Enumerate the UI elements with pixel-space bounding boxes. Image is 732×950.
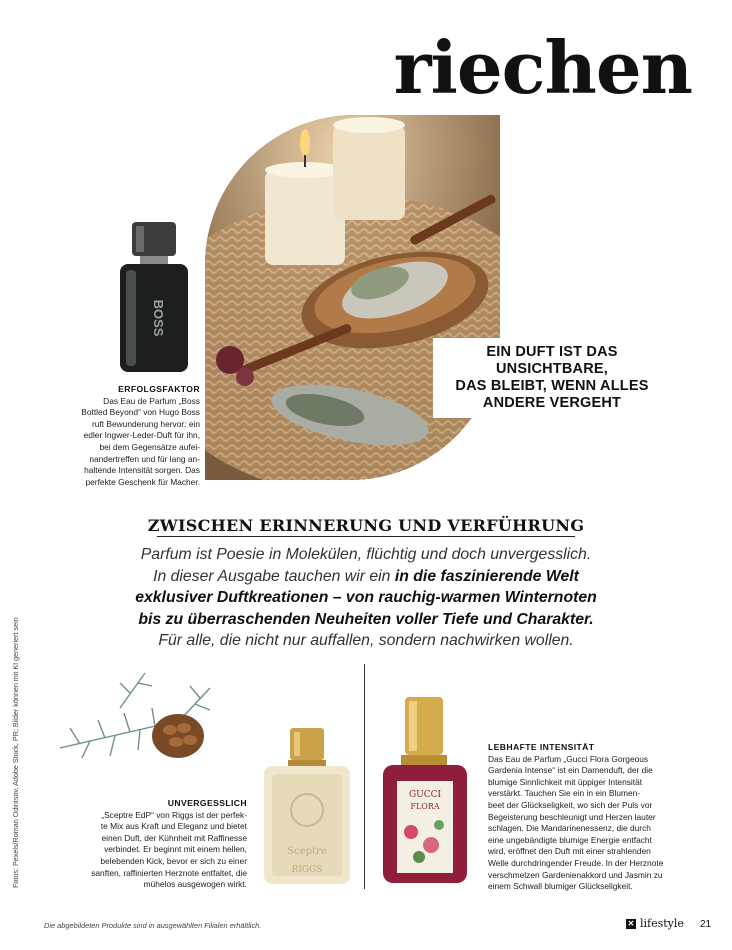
- intro-highlight: exklusiver Duftkreationen – von rauchig-warmen Winternoten: [135, 589, 597, 607]
- pull-quote-line: UNSICHTBARE,: [496, 361, 608, 377]
- boss-bottle-label: BOSS: [151, 299, 166, 337]
- intro-highlight: in die faszinierende Welt: [394, 567, 579, 585]
- caption-title: ERFOLGSFAKTOR: [118, 384, 200, 394]
- caption-line: belebenden Kick, bevor er sich zu einer: [100, 855, 247, 866]
- caption-line: verschmelzen Gardenienakkord und Jasmin zu: [488, 869, 663, 880]
- caption-title: LEBHAFTE INTENSITÄT: [488, 742, 595, 752]
- pine-branch-image: [60, 668, 230, 788]
- sceptre-caption: [55, 798, 247, 891]
- caption-line: te Mix aus Kraft und Eleganz und bietet: [100, 821, 247, 832]
- section-title: ZWISCHEN ERINNERUNG UND VERFÜHRUNG: [147, 516, 585, 535]
- intro-line: In dieser Ausgabe tauchen wir ein: [153, 567, 395, 585]
- caption-line: Begeisterung beschleunigt und Herzen lauter: [488, 811, 656, 822]
- sceptre-bottle-brand: RIGGS: [291, 865, 323, 875]
- pull-quote: [433, 344, 671, 412]
- caption-line: wird, eröffnet den Duft mit einer strahlenden: [488, 846, 651, 857]
- brand-logo-icon: ✕: [627, 918, 635, 928]
- hero-photo-candles-sage: [205, 115, 500, 480]
- caption-line: Das Eau de Parfum „Gucci Flora Gorgeous: [488, 753, 649, 764]
- pull-quote-line: DAS BLEIBT, WENN ALLES: [455, 378, 649, 394]
- caption-line: Welle durchdringender Freude. In der Herznote: [488, 857, 664, 868]
- caption-line: eine ungebändigte blumige Energie entfacht: [488, 834, 652, 845]
- caption-line: mühelos ausgewogen wirkt.: [143, 879, 247, 890]
- photo-credit: Fotos: Pexels/Roman Odintsov, Adobe Stock, PR; Bilder können mit KI generiert sein: [11, 617, 20, 888]
- caption-line: edler Ingwer-Leder-Duft für ihn,: [83, 430, 200, 441]
- pull-quote-line: ANDERE VERGEHT: [482, 395, 622, 411]
- caption-line: verbindet. Er beginnt mit einem hellen,: [104, 844, 247, 855]
- pull-quote-line: EIN DUFT IST DAS: [486, 344, 618, 360]
- gucci-bottle-image: [381, 697, 469, 885]
- boss-caption: [50, 384, 200, 488]
- caption-line: Das Eau de Parfum „Boss: [103, 395, 200, 406]
- caption-line: beet der Glückseligkeit, wo sich der Puls vor: [488, 799, 653, 810]
- caption-title: UNVERGESSLICH: [167, 798, 247, 808]
- page-number: 21: [700, 919, 712, 930]
- brand-mark: [626, 917, 684, 930]
- brand-name: lifestyle: [640, 917, 684, 930]
- column-divider: [364, 664, 365, 889]
- caption-line: nandertreffen und für lang an-: [89, 453, 200, 464]
- caption-line: ruft Bewunderung hervor: ein: [91, 418, 200, 429]
- caption-line: Gardenia Intense“ ist ein Damenduft, der die: [488, 765, 653, 776]
- caption-line: Bottled Beyond“ von Hugo Boss: [81, 407, 200, 418]
- caption-line: „Sceptre EdP“ von Riggs ist der perfek-: [101, 809, 247, 820]
- caption-line: blumige Sinnlichkeit mit üppiger Intensität: [488, 776, 643, 787]
- intro-line: Parfum ist Poesie in Molekülen, flüchtig und doch unvergesslich.: [140, 546, 592, 563]
- intro-highlight: bis zu überraschenden Neuheiten voller Tiefe und Charakter.: [138, 610, 594, 628]
- caption-line: verstärkt. Tauchen Sie ein in ein Blumen-: [488, 788, 641, 799]
- gucci-caption: [488, 742, 700, 893]
- footnote: Die abgebildeten Produkte sind in ausgewählten Filialen erhältlich.: [44, 921, 262, 930]
- section-title-underline: [157, 536, 575, 537]
- intro-line: Für alle, die nicht nur auffallen, sondern nachwirken wollen.: [158, 632, 574, 650]
- intro-paragraph: [60, 544, 672, 652]
- caption-line: haltende Intensität sorgen. Das: [84, 465, 200, 476]
- caption-line: einem Schwall blumiger Glückseligkeit.: [488, 881, 633, 892]
- caption-line: bei dem Gegensätze aufei-: [99, 441, 200, 452]
- page-headline: riechen: [393, 25, 692, 110]
- sceptre-bottle-label: Sceptre: [287, 846, 327, 857]
- caption-line: schlagen. Die Mandarinenessenz, die durch: [488, 823, 651, 834]
- caption-line: sanften, raffinierten Herznote entfaltet, die: [91, 867, 247, 878]
- sceptre-bottle-image: [262, 728, 352, 886]
- boss-bottle-image: [118, 222, 190, 374]
- gucci-bottle-sublabel: FLORA: [410, 802, 440, 811]
- gucci-bottle-label: GUCCI: [408, 790, 442, 800]
- caption-line: einen Duft, der Kühnheit mit Raffinesse: [101, 832, 247, 843]
- caption-line: perfekte Geschenk für Macher.: [85, 476, 200, 487]
